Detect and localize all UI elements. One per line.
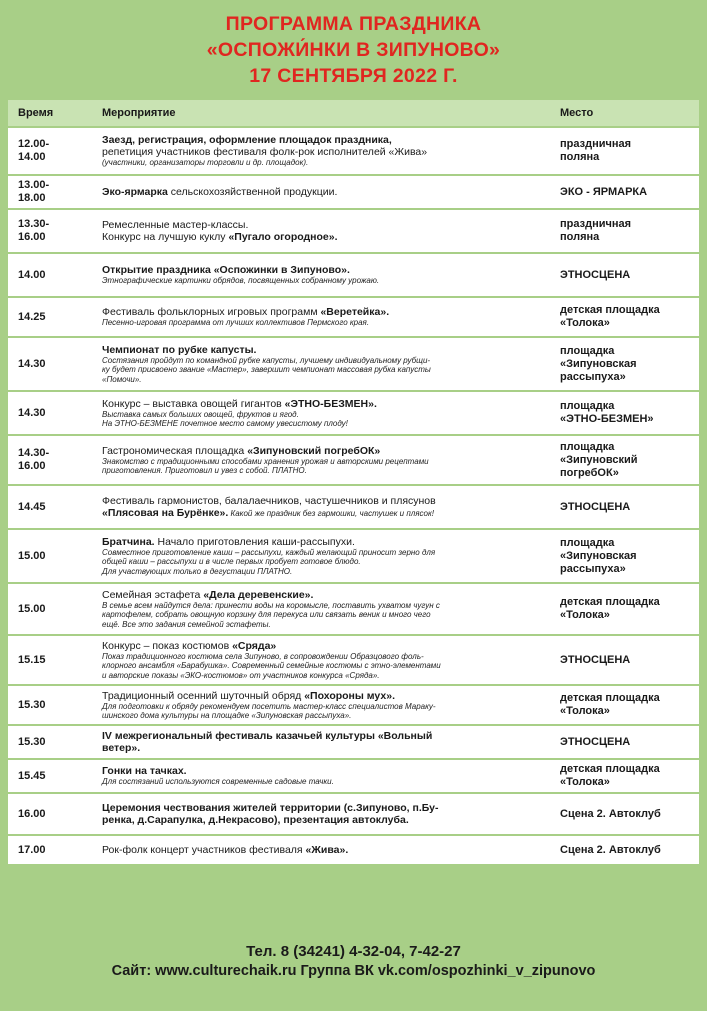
row-event xyxy=(92,219,548,243)
event-text: Конкурс – показ костюмов xyxy=(102,639,233,652)
row-time: 14.25 xyxy=(18,310,46,323)
event-title: Гонки на тачках. xyxy=(102,765,187,778)
event-text-tail: Начало приготовления каши-рассыпухи. xyxy=(154,535,355,548)
row-time: 15.30 xyxy=(18,735,46,748)
event-title: IV межрегиональный фестиваль казачьей культуры «Вольный ветер». xyxy=(102,730,433,754)
row-event xyxy=(92,306,548,328)
table-row xyxy=(8,486,699,530)
table-row xyxy=(8,210,699,254)
row-place: праздничная поляна xyxy=(560,138,632,163)
row-place: Сцена 2. Автоклуб xyxy=(560,843,661,856)
row-event xyxy=(92,186,548,198)
table-body xyxy=(8,128,699,866)
table-row xyxy=(8,254,699,298)
row-event xyxy=(92,536,548,577)
event-text: Рок-фолк концерт участников фестиваля xyxy=(102,844,306,856)
row-event xyxy=(92,765,548,787)
event-note: Для состязаний используются современные садовые тачки. xyxy=(102,777,334,787)
table-row xyxy=(8,636,699,686)
row-event xyxy=(92,730,548,754)
row-time: 16.00 xyxy=(18,807,46,820)
table-row xyxy=(8,794,699,836)
row-time: 14.45 xyxy=(18,500,46,513)
row-place: детская площадка «Толока» xyxy=(560,304,660,329)
row-time: 14.30 xyxy=(18,406,46,419)
title-line-1: ПРОГРАММА ПРАЗДНИКА xyxy=(225,13,482,35)
table-row xyxy=(8,392,699,436)
row-event xyxy=(92,589,548,630)
row-place: ЭТНОСЦЕНА xyxy=(560,653,631,666)
event-title: «Зипуновский погребОК» xyxy=(247,444,381,457)
row-time: 14.30 xyxy=(18,357,46,370)
title-line-3: 17 СЕНТЯБРЯ 2022 Г. xyxy=(249,65,458,87)
event-title: Братчина. xyxy=(102,535,155,548)
event-text-tail: сельскохозяйственной продукции. xyxy=(167,186,338,198)
event-title: «Похороны мух». xyxy=(304,689,395,702)
table-row xyxy=(8,128,699,176)
row-time: 15.30 xyxy=(18,698,46,711)
table-row xyxy=(8,686,699,726)
event-title: «Пугало огородное». xyxy=(228,231,338,243)
row-event xyxy=(92,398,548,429)
row-place: площадка «Зипуновская рассыпуха» xyxy=(560,536,637,575)
header-event: Мероприятие xyxy=(102,107,176,119)
event-text: Фестиваль фольклорных игровых программ xyxy=(102,306,321,319)
event-text: Конкурс – выставка овощей гигантов xyxy=(102,397,285,410)
row-time: 14.00 xyxy=(18,268,46,281)
row-event xyxy=(92,844,548,856)
event-note: В семье всем найдутся дела: принести воды на коромысле, поставить ухватом чугун с картофелем, собрать овощную корзину для перекуса или связать веник и много чего ещё. Все это задания семейной эстафеты. xyxy=(102,600,440,629)
row-event xyxy=(92,495,548,520)
row-time: 15.00 xyxy=(18,549,46,562)
event-title: «ЭТНО-БЕЗМЕН». xyxy=(284,397,377,410)
event-title: Эко-ярмарка xyxy=(102,186,168,198)
table-row xyxy=(8,338,699,392)
event-text: Традиционный осенний шуточный обряд xyxy=(102,689,305,702)
event-title: Заезд, регистрация, оформление площадок праздника, xyxy=(102,134,392,147)
event-description: репетиция участников фестиваля фолк-рок исполнителей «Жива» xyxy=(102,146,428,159)
row-place: ЭТНОСЦЕНА xyxy=(560,268,631,281)
event-text: Ремесленные мастер-классы. Конкурс на лучшую куклу xyxy=(102,219,249,243)
event-title: Открытие праздника «Оспожинки в Зипуново». xyxy=(102,264,350,277)
row-place: площадка «Зипуновская рассыпуха» xyxy=(560,344,637,383)
schedule-table xyxy=(8,100,699,866)
row-event xyxy=(92,344,548,385)
row-place: ЭКО - ЯРМАРКА xyxy=(560,185,648,198)
row-place: ЭТНОСЦЕНА xyxy=(560,735,631,748)
row-time: 17.00 xyxy=(18,843,46,856)
row-place: детская площадка «Толока» xyxy=(560,763,660,788)
table-row xyxy=(8,836,699,866)
row-place: детская площадка «Толока» xyxy=(560,692,660,717)
row-time: 13.30- 16.00 xyxy=(18,218,50,243)
event-title: «Дела деревенские». xyxy=(203,588,314,601)
row-time: 15.15 xyxy=(18,653,46,666)
footer-site: Сайт: www.culturechaik.ru Группа ВК vk.com/ospozhinki_v_zipunovo xyxy=(111,963,596,979)
table-row xyxy=(8,584,699,636)
row-time: 15.00 xyxy=(18,602,46,615)
event-note: Совместное приготовление каши – рассыпухи, каждый желающий приносит зерно для общей каши – рассыпухи и в числе первых пробует готовое блюдо. Для участвующих только в дегустации ПЛАТНО. xyxy=(102,547,436,576)
row-place: Сцена 2. Автоклуб xyxy=(560,807,661,820)
event-note: Знакомство с традиционными способами хранения урожая и авторскими рецептами приготовления. Приготовил и увез с собой. ПЛАТНО. xyxy=(102,456,429,475)
table-row xyxy=(8,298,699,338)
table-row xyxy=(8,176,699,210)
header-time: Время xyxy=(18,106,54,119)
row-event xyxy=(92,690,548,721)
event-note: Песенно-игровая программа от лучших коллективов Пермского края. xyxy=(102,318,370,328)
row-event xyxy=(92,264,548,286)
event-text: Фестиваль гармонистов, балалаечников, частушечников и плясунов xyxy=(102,494,436,507)
header-place: Место xyxy=(560,106,594,119)
event-note: Этнографические картинки обрядов, посвященных собранному урожаю. xyxy=(102,276,380,286)
table-row xyxy=(8,436,699,486)
row-event xyxy=(92,640,548,681)
event-text: Гастрономическая площадка xyxy=(102,444,248,457)
table-row xyxy=(8,760,699,794)
table-row xyxy=(8,726,699,760)
footer-phone: Тел. 8 (34241) 4-32-04, 7-42-27 xyxy=(246,943,461,960)
row-event xyxy=(92,134,548,168)
table-row xyxy=(8,530,699,584)
event-note: (участники, организаторы торговли и др. площадок). xyxy=(102,158,309,168)
row-place: площадка «ЭТНО-БЕЗМЕН» xyxy=(560,400,654,425)
event-title: «Плясовая на Бурёнке». xyxy=(102,506,229,519)
row-time: 12.00- 14.00 xyxy=(18,138,50,163)
event-title: «Веретейка». xyxy=(320,306,390,319)
row-place: праздничная поляна xyxy=(560,218,632,243)
page-title xyxy=(0,11,707,89)
event-title: Церемония чествования жителей территории (с.Зипуново, п.Бу- ренка, д.Сарапулка, д.Некрасово), презентация автоклуба. xyxy=(102,802,439,826)
row-place: площадка «Зипуновский погребОК» xyxy=(560,440,638,479)
title-line-2: «ОСПОЖИ́НКИ В ЗИПУНОВО» xyxy=(206,39,501,61)
event-title: «Сряда» xyxy=(232,639,277,652)
event-note: Для подготовки к обряду рекомендуем посетить мастер-класс специалистов Мараку- шинского дома культуры на площадке «Зипуновская рассыпуха». xyxy=(102,701,436,720)
row-time: 13.00- 18.00 xyxy=(18,179,50,204)
event-inline-note: Какой же праздник без гармошки, частушек и плясок! xyxy=(228,508,434,518)
table-header xyxy=(8,100,699,128)
event-note: Выставка самых больших овощей, фруктов и ягод. На ЭТНО-БЕЗМЕНЕ почетное место самому увесистому плоду! xyxy=(102,409,348,428)
event-title: «Жива». xyxy=(305,844,349,856)
row-time: 14.30- 16.00 xyxy=(18,447,50,472)
event-title: Чемпионат по рубке капусты. xyxy=(102,343,257,356)
event-text: Семейная эстафета xyxy=(102,588,204,601)
row-event xyxy=(92,445,548,476)
event-note: Состязания пройдут по командной рубке капусты, лучшему индивидуальному рубщи- ку будет присвоено звание «Мастер», завершит чемпионат массовая рубка капусты «Помочи». xyxy=(102,355,431,384)
row-place: детская площадка «Толока» xyxy=(560,596,660,621)
row-time: 15.45 xyxy=(18,769,46,782)
row-event xyxy=(92,802,548,826)
event-note: Показ традиционного костюма села Зипуново, в сопровождении Образцового фоль- клорного ансамбля «Барабушка». Современный семейные костюмы с этно-элементами и авторские показы «ЭКО-костюмов» от участников конкурса «Сряда». xyxy=(102,651,441,680)
row-place: ЭТНОСЦЕНА xyxy=(560,500,631,513)
